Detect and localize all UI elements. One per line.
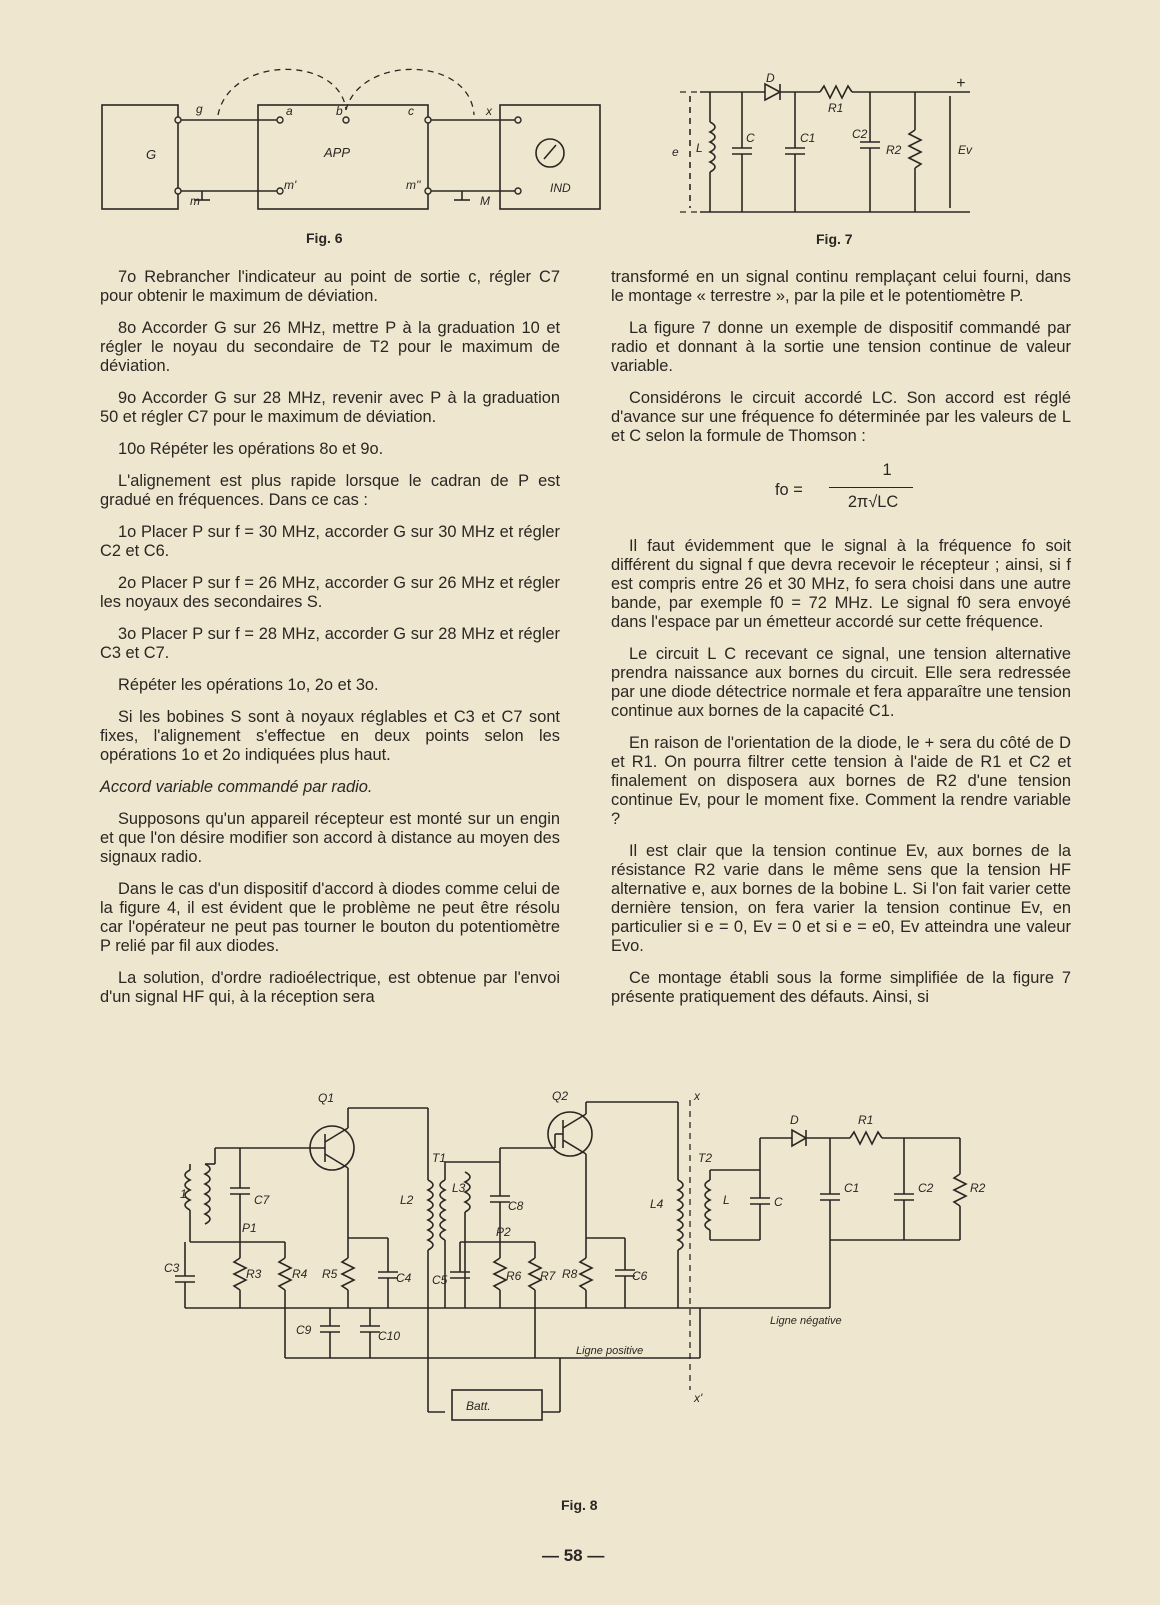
page-number: — 58 —: [542, 1546, 605, 1565]
fig8-label-L: L: [723, 1193, 730, 1207]
fig8-label-C6: C6: [632, 1269, 648, 1283]
fig6-label-a: a: [286, 104, 293, 118]
fig8-label-Q1: Q1: [318, 1091, 335, 1105]
formula-denominator: 2π√LC: [847, 493, 899, 511]
formula-numerator: 1: [882, 461, 892, 479]
fig6-label-M: M: [480, 194, 490, 208]
fig8-label-L3: L3: [452, 1181, 466, 1195]
fig8-label-C5: C5: [432, 1273, 448, 1287]
fig8-label-Q2: Q2: [552, 1089, 569, 1103]
fig8-label-T1: T1: [432, 1151, 447, 1165]
fig7-label-R2: R2: [886, 143, 902, 157]
fig6-label-b: b: [336, 104, 343, 118]
paragraph: 8o Accorder G sur 26 MHz, mettre P à la graduation 10 et régler le noyau du secondaire de T2 pour le maximum de déviation.: [100, 319, 560, 375]
paragraph: Ce montage établi sous la forme simplifiée de la figure 7 présente pratiquement des défauts. Ainsi, si: [611, 969, 1071, 1006]
fig6-label-x: x: [486, 104, 492, 118]
paragraph: 9o Accorder G sur 28 MHz, revenir avec P à la graduation 50 et régler C7 pour le maximum de déviation.: [100, 389, 560, 426]
fig6-caption: Fig. 6: [306, 230, 343, 246]
fig6-label-m2: m'': [406, 178, 421, 192]
fig8-label-C9: C9: [296, 1323, 312, 1337]
fig7-label-R1: R1: [828, 101, 844, 115]
fig8-label-ligne-negative: Ligne négative: [770, 1315, 842, 1327]
paragraph: La figure 7 donne un exemple de dispositif commandé par radio et donnant à la sortie une tension continue de valeur variable.: [611, 319, 1071, 375]
fig7-label-e: e: [672, 145, 679, 159]
formula-lhs: fo =: [775, 481, 803, 499]
fig8-label-P2: P2: [496, 1225, 511, 1239]
paragraph: L'alignement est plus rapide lorsque le cadran de P est gradué en fréquences. Dans ce cas :: [100, 472, 560, 509]
fig8-label-R5: R5: [322, 1267, 338, 1281]
fig8-label-C1: C1: [844, 1181, 860, 1195]
section-heading: Accord variable commandé par radio.: [100, 778, 373, 796]
fig7-label-Ev: Ev: [958, 143, 973, 157]
fig8-label-batt: Batt.: [466, 1399, 491, 1413]
paragraph: Il faut évidemment que le signal à la fréquence fo soit différent du signal f que devra recevoir le récepteur ; ainsi, si f est compris entre 26 et 30 MHz, fo sera choisi dans une autre bande, par exemple f0 = 72 MHz. Le signal f0 sera envoyé dans l'espace par un émetteur accordé sur cette fréquence.: [611, 537, 1071, 631]
fig6-label-IND: IND: [550, 181, 571, 195]
fig8-label-one: 1: [180, 1187, 187, 1201]
fig7-label-C: C: [746, 131, 755, 145]
fig6-label-APP: APP: [324, 145, 351, 160]
fig7-diagram: [672, 71, 1000, 232]
fig8-label-C4: C4: [396, 1271, 412, 1285]
fig8-diagram: [164, 1089, 1030, 1450]
fig8-caption: Fig. 8: [561, 1497, 598, 1513]
paragraph: Considérons le circuit accordé LC. Son accord est réglé d'avance sur une fréquence fo déterminée par les valeurs de L et C selon la formule de Thomson :: [611, 389, 1071, 445]
fig8-label-R1: R1: [858, 1113, 874, 1127]
paragraph: 1o Placer P sur f = 30 MHz, accorder G sur 30 MHz et régler C2 et C6.: [100, 523, 560, 560]
fig8-label-L2: L2: [400, 1193, 414, 1207]
fig8-label-T2: T2: [698, 1151, 713, 1165]
fig7-label-C1: C1: [800, 131, 816, 145]
fig8-label-C8: C8: [508, 1199, 524, 1213]
right-column: [611, 268, 1071, 1020]
fig8-label-x: x: [694, 1089, 700, 1103]
fig8-label-C3: C3: [164, 1261, 180, 1275]
fig6-label-g: g: [196, 102, 203, 116]
fig8-label-R6: R6: [506, 1269, 522, 1283]
fig8-label-C10: C10: [378, 1329, 401, 1343]
fig7-label-L: L: [696, 141, 703, 155]
paragraph: 3o Placer P sur f = 28 MHz, accorder G sur 28 MHz et régler C3 et C7.: [100, 625, 560, 662]
paragraph: Dans le cas d'un dispositif d'accord à diodes comme celui de la figure 4, il est évident que le problème ne peut être résolu car l'opérateur ne peut pas tourner le bouton du potentiomètre P relié par fil aux diodes.: [100, 880, 560, 955]
paragraph: La solution, d'ordre radioélectrique, est obtenue par l'envoi d'un signal HF qui, à la réception sera: [100, 969, 560, 1006]
fig6-label-m1: m': [284, 178, 297, 192]
fig6-label-m: m: [190, 194, 200, 208]
fig8-label-D: D: [790, 1113, 799, 1127]
fig8-label-R3: R3: [246, 1267, 262, 1281]
fig8-label-R2: R2: [970, 1181, 986, 1195]
paragraph: transformé en un signal continu remplaçant celui fourni, dans le montage « terrestre », par la pile et le potentiomètre P.: [611, 268, 1071, 305]
paragraph: Répéter les opérations 1o, 2o et 3o.: [118, 676, 379, 694]
fig7-label-C2: C2: [852, 127, 868, 141]
fig7-caption: Fig. 7: [816, 231, 853, 247]
paragraph: 2o Placer P sur f = 26 MHz, accorder G sur 26 MHz et régler les noyaux des secondaires S.: [100, 574, 560, 611]
fig8-label-L4: L4: [650, 1197, 664, 1211]
left-column: [100, 268, 560, 1020]
fig8-label-C: C: [774, 1195, 783, 1209]
fig8-label-ligne-positive: Ligne positive: [576, 1345, 644, 1357]
fraction-bar: [829, 487, 913, 488]
fig6-label-c: c: [408, 104, 414, 118]
fig8-label-C2: C2: [918, 1181, 934, 1195]
paragraph: Le circuit L C recevant ce signal, une tension alternative prendra naissance aux bornes du circuit. Elle sera redressée par une diode détectrice normale et fera apparaître une tension continue aux bornes de la capacité C1.: [611, 645, 1071, 720]
paragraph: En raison de l'orientation de la diode, le + sera du côté de D et R1. On pourra filtrer cette tension à l'aide de R1 et C2 et finalement on disposera aux bornes de R2 d'une tension continue Ev, pour le moment fixe. Comment la rendre variable ?: [611, 734, 1071, 828]
paragraph: 7o Rebrancher l'indicateur au point de sortie c, régler C7 pour obtenir le maximum de déviation.: [100, 268, 560, 305]
fig8-label-C7: C7: [254, 1193, 270, 1207]
fig8-label-R8: R8: [562, 1267, 578, 1281]
fig8-label-R4: R4: [292, 1267, 308, 1281]
fig7-label-D: D: [766, 71, 775, 85]
paragraph: Si les bobines S sont à noyaux réglables et C3 et C7 sont fixes, l'alignement s'effectue en deux points selon les opérations 1o et 2o indiquées plus haut.: [100, 708, 560, 764]
paragraph: Supposons qu'un appareil récepteur est monté sur un engin et que l'on désire modifier son accord à distance au moyen des signaux radio.: [100, 810, 560, 866]
fig8-label-R7: R7: [540, 1269, 556, 1283]
fig6-label-G: G: [146, 147, 157, 162]
fig8-label-P1: P1: [242, 1221, 257, 1235]
thomson-formula: [611, 459, 1071, 523]
fig7-label-plus: +: [956, 75, 966, 92]
fig8-label-x2: x': [694, 1391, 703, 1405]
paragraph: Il est clair que la tension continue Ev, aux bornes de la résistance R2 varie dans le même sens que la tension HF alternative e, aux bornes de la bobine L. Si l'on fait varier cette dernière tension, on fera varier la tension continue Ev, en particulier si e = 0, Ev = 0 et si e = e0, Ev atteindra une valeur Evo.: [611, 842, 1071, 955]
paragraph: 10o Répéter les opérations 8o et 9o.: [118, 440, 384, 458]
fig6-diagram: [90, 55, 650, 255]
